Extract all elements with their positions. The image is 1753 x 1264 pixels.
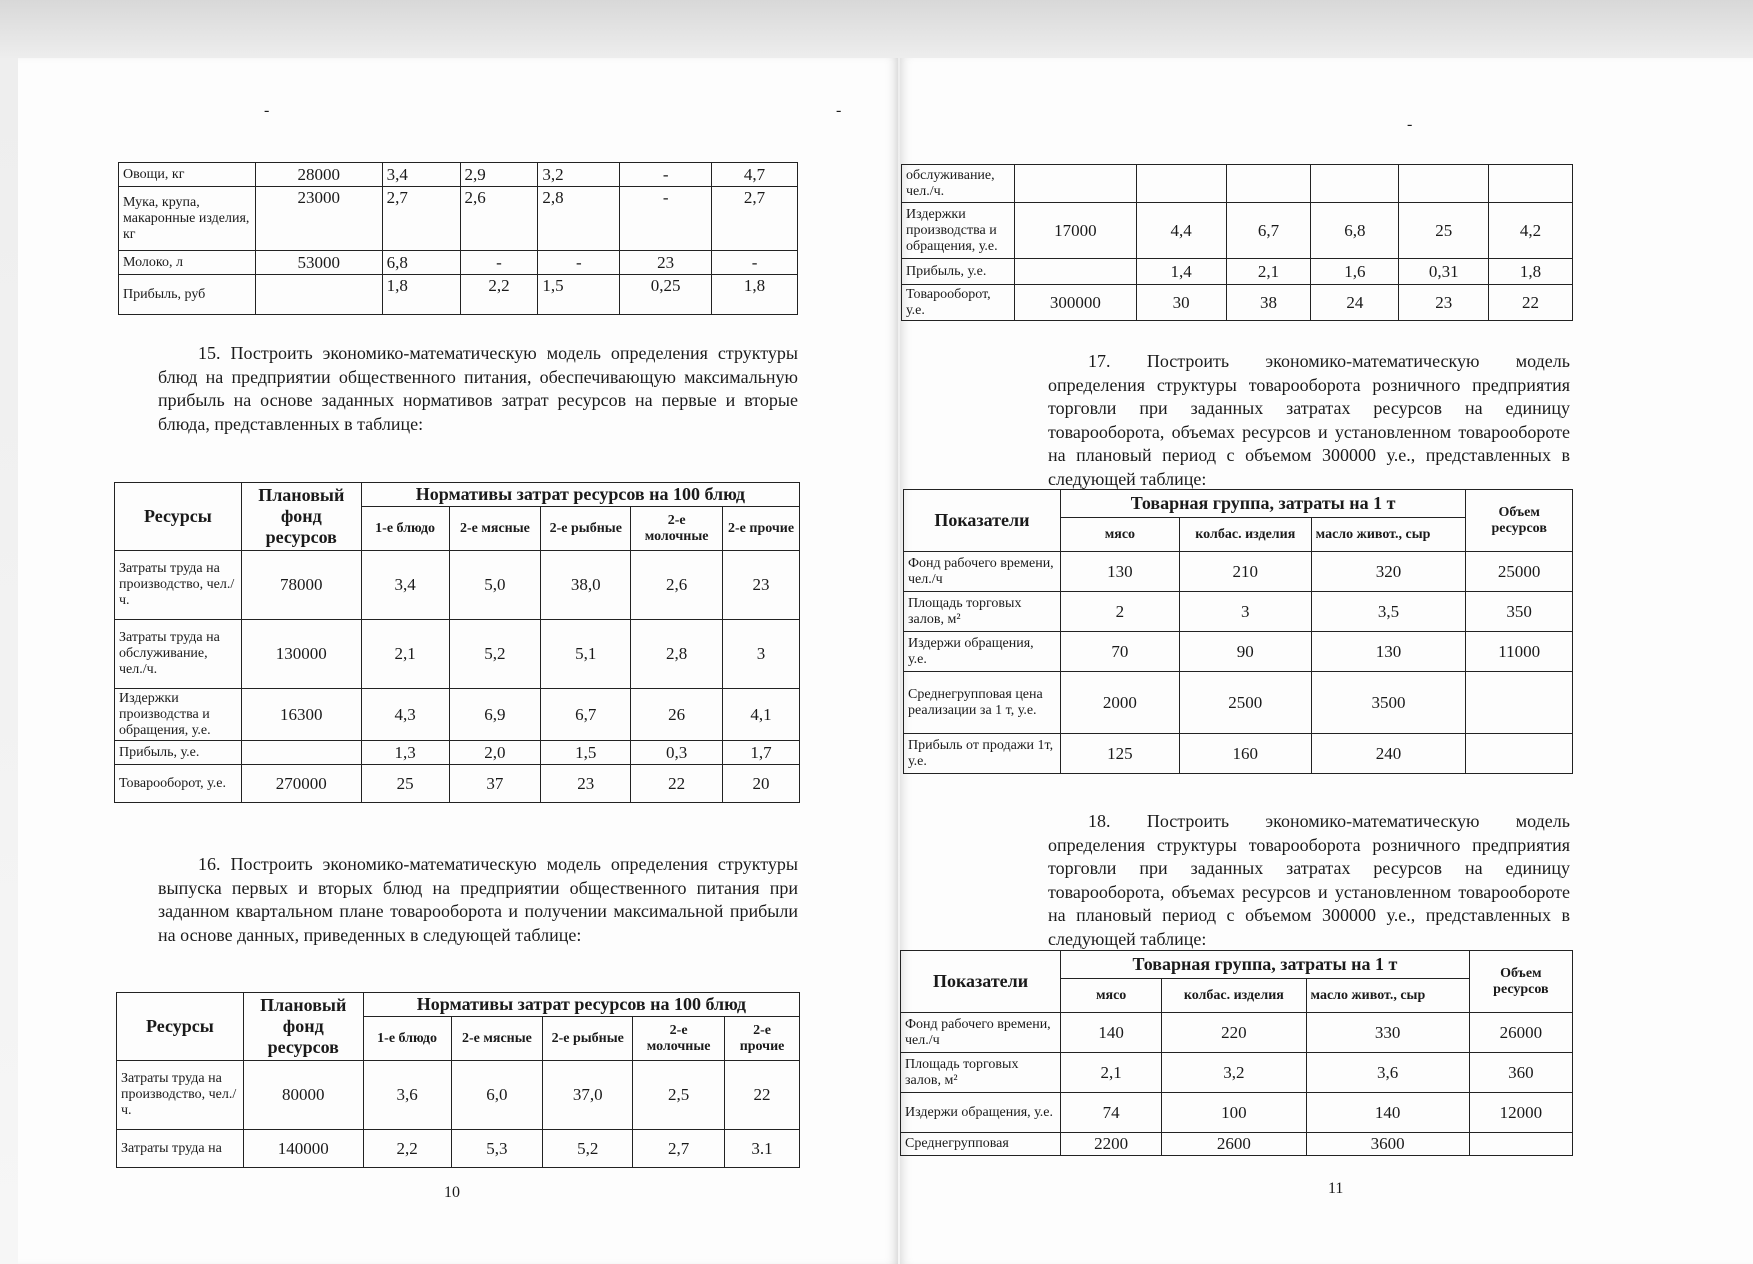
row-label: обслуживание, чел./ч. xyxy=(902,165,1015,203)
cell: 0,3 xyxy=(631,741,723,765)
row-label: Затраты труда на xyxy=(117,1130,244,1168)
cell: 270000 xyxy=(241,765,361,803)
subcol-header: колбас. изделия xyxy=(1162,979,1306,1013)
row-label: Фонд рабочего времени, чел./ч xyxy=(901,1013,1061,1053)
cell: 38 xyxy=(1226,285,1311,321)
cell: 140000 xyxy=(243,1130,363,1168)
table-row xyxy=(115,551,800,620)
cell: 5,0 xyxy=(449,551,541,620)
task-18-text: 18. Построить экономико-математическую модель определения структуры товарооборота розничного предприятия торговли при заданных затратах ресурсов на единицу товарооборота, объемах ресурсов и установленном товарообороте на плановый период с объемом 300000 у.е., представленных в следующей таблице: xyxy=(1048,811,1570,949)
cell: 11000 xyxy=(1466,632,1573,672)
table-row xyxy=(119,163,798,187)
cell: 70 xyxy=(1060,632,1179,672)
subcol-header: 2-е прочие xyxy=(723,507,800,551)
cell: 30 xyxy=(1136,285,1226,321)
cell: 2,9 xyxy=(460,163,538,187)
cell: 140 xyxy=(1061,1013,1162,1053)
cell: 1,5 xyxy=(541,741,631,765)
cell: 2500 xyxy=(1179,672,1311,734)
cell xyxy=(1014,165,1136,203)
cell: 3,5 xyxy=(1311,592,1466,632)
table-row xyxy=(901,1093,1573,1133)
cell: 53000 xyxy=(255,251,382,275)
cell: 12000 xyxy=(1469,1093,1572,1133)
page-dash: - xyxy=(836,102,842,119)
cell: - xyxy=(538,251,620,275)
row-label: Издержки производства и обращения, у.е. xyxy=(902,203,1015,259)
subcol-header: 1-е блюдо xyxy=(361,507,449,551)
row-label: Затраты труда на производство, чел./ч. xyxy=(117,1061,244,1130)
cell: 6,8 xyxy=(382,251,460,275)
cell: 22 xyxy=(631,765,723,803)
row-label: Молоко, л xyxy=(119,251,256,275)
table-17 xyxy=(903,489,1573,774)
col-header-fund: Плановый фонд ресурсов xyxy=(243,993,363,1061)
cell: 2,2 xyxy=(363,1130,451,1168)
cell xyxy=(1311,165,1399,203)
subcol-header: 2-е прочие xyxy=(725,1017,800,1061)
cell: 5,3 xyxy=(451,1130,543,1168)
row-label: Среднегрупповая xyxy=(901,1133,1061,1156)
table-row xyxy=(117,1130,800,1168)
cell: 2,8 xyxy=(631,620,723,689)
cell: 24 xyxy=(1311,285,1399,321)
cell: 26000 xyxy=(1469,1013,1572,1053)
cell: 1,8 xyxy=(382,275,460,315)
page-number: 11 xyxy=(1328,1180,1344,1197)
table-row xyxy=(117,1061,800,1130)
cell: 1,3 xyxy=(361,741,449,765)
cell: 6,9 xyxy=(449,689,541,741)
cell: 3,4 xyxy=(382,163,460,187)
cell: - xyxy=(620,163,712,187)
cell: 1,6 xyxy=(1311,259,1399,285)
cell: 4,2 xyxy=(1489,203,1573,259)
table-row xyxy=(115,741,800,765)
cell: 23 xyxy=(1399,285,1489,321)
row-label: Товарооборот, у.е. xyxy=(902,285,1015,321)
table-row xyxy=(119,251,798,275)
table-row xyxy=(119,187,798,251)
cell: 2,2 xyxy=(460,275,538,315)
table-row xyxy=(901,1133,1573,1156)
col-header-group: Товарная группа, затраты на 1 т xyxy=(1061,951,1470,979)
cell xyxy=(1136,165,1226,203)
row-label: Товарооборот, у.е. xyxy=(115,765,242,803)
col-header-resources: Ресурсы xyxy=(115,483,242,551)
cell: 1,8 xyxy=(712,275,798,315)
row-label: Площадь торговых залов, м² xyxy=(901,1053,1061,1093)
cell: 20 xyxy=(723,765,800,803)
cell: 2,1 xyxy=(361,620,449,689)
cell: 320 xyxy=(1311,552,1466,592)
cell: 26 xyxy=(631,689,723,741)
cell: 2,6 xyxy=(460,187,538,251)
col-header-norms: Нормативы затрат ресурсов на 100 блюд xyxy=(361,483,799,507)
cell: 22 xyxy=(725,1061,800,1130)
cell xyxy=(1226,165,1311,203)
cell: 220 xyxy=(1162,1013,1306,1053)
cell: 3 xyxy=(723,620,800,689)
row-label: Затраты труда на производство, чел./ч. xyxy=(115,551,242,620)
cell: 2,8 xyxy=(538,187,620,251)
cell: 2,5 xyxy=(633,1061,725,1130)
cell: 2000 xyxy=(1060,672,1179,734)
cell: 90 xyxy=(1179,632,1311,672)
table-row xyxy=(901,1013,1573,1053)
page-dash: - xyxy=(264,102,270,119)
cell: 16300 xyxy=(241,689,361,741)
top-table-left xyxy=(118,162,798,315)
cell: 23 xyxy=(723,551,800,620)
table-row xyxy=(904,552,1573,592)
cell: 37 xyxy=(449,765,541,803)
cell: 37,0 xyxy=(543,1061,633,1130)
cell xyxy=(1466,734,1573,774)
cell: 210 xyxy=(1179,552,1311,592)
row-label: Прибыль, у.е. xyxy=(902,259,1015,285)
col-header-group: Товарная группа, затраты на 1 т xyxy=(1060,490,1466,518)
subcol-header: 2-е молочные xyxy=(631,507,723,551)
table-16 xyxy=(116,992,800,1168)
cell: 38,0 xyxy=(541,551,631,620)
subcol-header: 2-е молочные xyxy=(633,1017,725,1061)
row-label: Овощи, кг xyxy=(119,163,256,187)
cell: 6,7 xyxy=(1226,203,1311,259)
row-label: Прибыль от продажи 1т, у.е. xyxy=(904,734,1061,774)
cell xyxy=(1466,672,1573,734)
row-label: Среднегрупповая цена реализации за 1 т, у.е. xyxy=(904,672,1061,734)
subcol-header: масло живот., сыр xyxy=(1306,979,1469,1013)
subcol-header: колбас. изделия xyxy=(1179,518,1311,552)
col-header-volume: Объем ресурсов xyxy=(1469,951,1572,1013)
cell: 5,1 xyxy=(541,620,631,689)
cell: 1,5 xyxy=(538,275,620,315)
cell: - xyxy=(460,251,538,275)
cell: 78000 xyxy=(241,551,361,620)
table-row xyxy=(902,165,1573,203)
cell: 0,31 xyxy=(1399,259,1489,285)
subcol-header: 1-е блюдо xyxy=(363,1017,451,1061)
cell: - xyxy=(620,187,712,251)
cell: 360 xyxy=(1469,1053,1572,1093)
cell: 330 xyxy=(1306,1013,1469,1053)
cell: 140 xyxy=(1306,1093,1469,1133)
cell: 2,7 xyxy=(382,187,460,251)
row-label: Прибыль, руб xyxy=(119,275,256,315)
cell: 2,1 xyxy=(1226,259,1311,285)
cell xyxy=(1399,165,1489,203)
row-label: Издержки производства и обращения, у.е. xyxy=(115,689,242,741)
cell: 3,2 xyxy=(1162,1053,1306,1093)
row-label: Площадь торговых залов, м² xyxy=(904,592,1061,632)
cell: 80000 xyxy=(243,1061,363,1130)
cell: 100 xyxy=(1162,1093,1306,1133)
subcol-header: 2-е рыбные xyxy=(541,507,631,551)
table-row xyxy=(904,734,1573,774)
cell: 17000 xyxy=(1014,203,1136,259)
cell: 2200 xyxy=(1061,1133,1162,1156)
cell: 3,6 xyxy=(1306,1053,1469,1093)
cell xyxy=(1489,165,1573,203)
cell: 23 xyxy=(541,765,631,803)
subcol-header: масло живот., сыр xyxy=(1311,518,1466,552)
cell: 5,2 xyxy=(543,1130,633,1168)
left-page xyxy=(18,58,898,1264)
subcol-header: 2-е мясные xyxy=(451,1017,543,1061)
subcol-header: мясо xyxy=(1061,979,1162,1013)
table-row xyxy=(115,765,800,803)
task-15-text: 15. Построить экономико-математическую модель определения структуры блюд на предприятии общественного питания, обеспечивающую максимальную прибыль на основе заданных нормативов затрат ресурсов на первые и вторые блюда, представленных в таблице: xyxy=(158,343,798,434)
cell: 5,2 xyxy=(449,620,541,689)
cell: 4,1 xyxy=(723,689,800,741)
table-row xyxy=(904,672,1573,734)
cell xyxy=(1014,259,1136,285)
cell: 3 xyxy=(1179,592,1311,632)
cell: 4,3 xyxy=(361,689,449,741)
subcol-header: мясо xyxy=(1060,518,1179,552)
cell: 25 xyxy=(361,765,449,803)
table-row xyxy=(902,203,1573,259)
cell xyxy=(255,275,382,315)
cell: 1,7 xyxy=(723,741,800,765)
table-15 xyxy=(114,482,800,803)
row-label: Затраты труда на обслуживание, чел./ч. xyxy=(115,620,242,689)
row-label: Мука, крупа, макаронные изделия, кг xyxy=(119,187,256,251)
cell: - xyxy=(712,251,798,275)
table-row xyxy=(902,285,1573,321)
cell: 3,4 xyxy=(361,551,449,620)
cell: 2,7 xyxy=(633,1130,725,1168)
cell: 3500 xyxy=(1311,672,1466,734)
page-number: 10 xyxy=(444,1184,460,1201)
col-header-volume: Объем ресурсов xyxy=(1466,490,1573,552)
subcol-header: 2-е рыбные xyxy=(543,1017,633,1061)
row-label: Издержи обращения, у.е. xyxy=(901,1093,1061,1133)
cell: 2 xyxy=(1060,592,1179,632)
cell: 1,4 xyxy=(1136,259,1226,285)
cell: 25000 xyxy=(1466,552,1573,592)
row-label: Издержи обращения, у.е. xyxy=(904,632,1061,672)
cell: 3,6 xyxy=(363,1061,451,1130)
col-header-norms: Нормативы затрат ресурсов на 100 блюд xyxy=(363,993,799,1017)
page-dash: - xyxy=(1407,116,1413,133)
cell: 0,25 xyxy=(620,275,712,315)
cell: 25 xyxy=(1399,203,1489,259)
table-row xyxy=(901,1053,1573,1093)
cell: 3,2 xyxy=(538,163,620,187)
table-row xyxy=(115,620,800,689)
cell xyxy=(1469,1133,1572,1156)
cell: 22 xyxy=(1489,285,1573,321)
row-label: Прибыль, у.е. xyxy=(115,741,242,765)
table-row xyxy=(904,592,1573,632)
cell xyxy=(241,741,361,765)
cell: 130 xyxy=(1311,632,1466,672)
table-row xyxy=(904,632,1573,672)
cell: 3.1 xyxy=(725,1130,800,1168)
top-table-right xyxy=(901,164,1573,321)
cell: 23 xyxy=(620,251,712,275)
cell: 2,7 xyxy=(712,187,798,251)
cell: 300000 xyxy=(1014,285,1136,321)
cell: 28000 xyxy=(255,163,382,187)
table-row xyxy=(115,689,800,741)
cell: 6,7 xyxy=(541,689,631,741)
col-header-resources: Ресурсы xyxy=(117,993,244,1061)
cell: 125 xyxy=(1060,734,1179,774)
cell: 130000 xyxy=(241,620,361,689)
cell: 2,0 xyxy=(449,741,541,765)
right-page xyxy=(900,58,1753,1264)
cell: 1,8 xyxy=(1489,259,1573,285)
cell: 4,7 xyxy=(712,163,798,187)
task-17-text: 17. Построить экономико-математическую модель определения структуры товарооборота розничного предприятия торговли при заданных затратах ресурсов на единицу товарооборота, объемах ресурсов и установленном товарообороте на плановый период с объемом 300000 у.е., представленных в следующей таблице: xyxy=(1048,351,1570,489)
table-18 xyxy=(900,950,1573,1156)
cell: 6,8 xyxy=(1311,203,1399,259)
table-row xyxy=(902,259,1573,285)
cell: 130 xyxy=(1060,552,1179,592)
cell: 6,0 xyxy=(451,1061,543,1130)
cell: 2,1 xyxy=(1061,1053,1162,1093)
cell: 240 xyxy=(1311,734,1466,774)
subcol-header: 2-е мясные xyxy=(449,507,541,551)
col-header-fund: Плановый фонд ресурсов xyxy=(241,483,361,551)
cell: 350 xyxy=(1466,592,1573,632)
cell: 3600 xyxy=(1306,1133,1469,1156)
task-16-text: 16. Построить экономико-математическую модель определения структуры выпуска первых и вторых блюд на предприятии общественного питания при заданном квартальном плане товарооборота и получении максимальной прибыли на основе данных, приведенных в следующей таблице: xyxy=(158,854,798,945)
col-header-indicators: Показатели xyxy=(904,490,1061,552)
row-label: Фонд рабочего времени, чел./ч xyxy=(904,552,1061,592)
cell: 160 xyxy=(1179,734,1311,774)
col-header-indicators: Показатели xyxy=(901,951,1061,1013)
cell: 2,6 xyxy=(631,551,723,620)
cell: 4,4 xyxy=(1136,203,1226,259)
table-row xyxy=(119,275,798,315)
cell: 2600 xyxy=(1162,1133,1306,1156)
cell: 23000 xyxy=(255,187,382,251)
cell: 74 xyxy=(1061,1093,1162,1133)
